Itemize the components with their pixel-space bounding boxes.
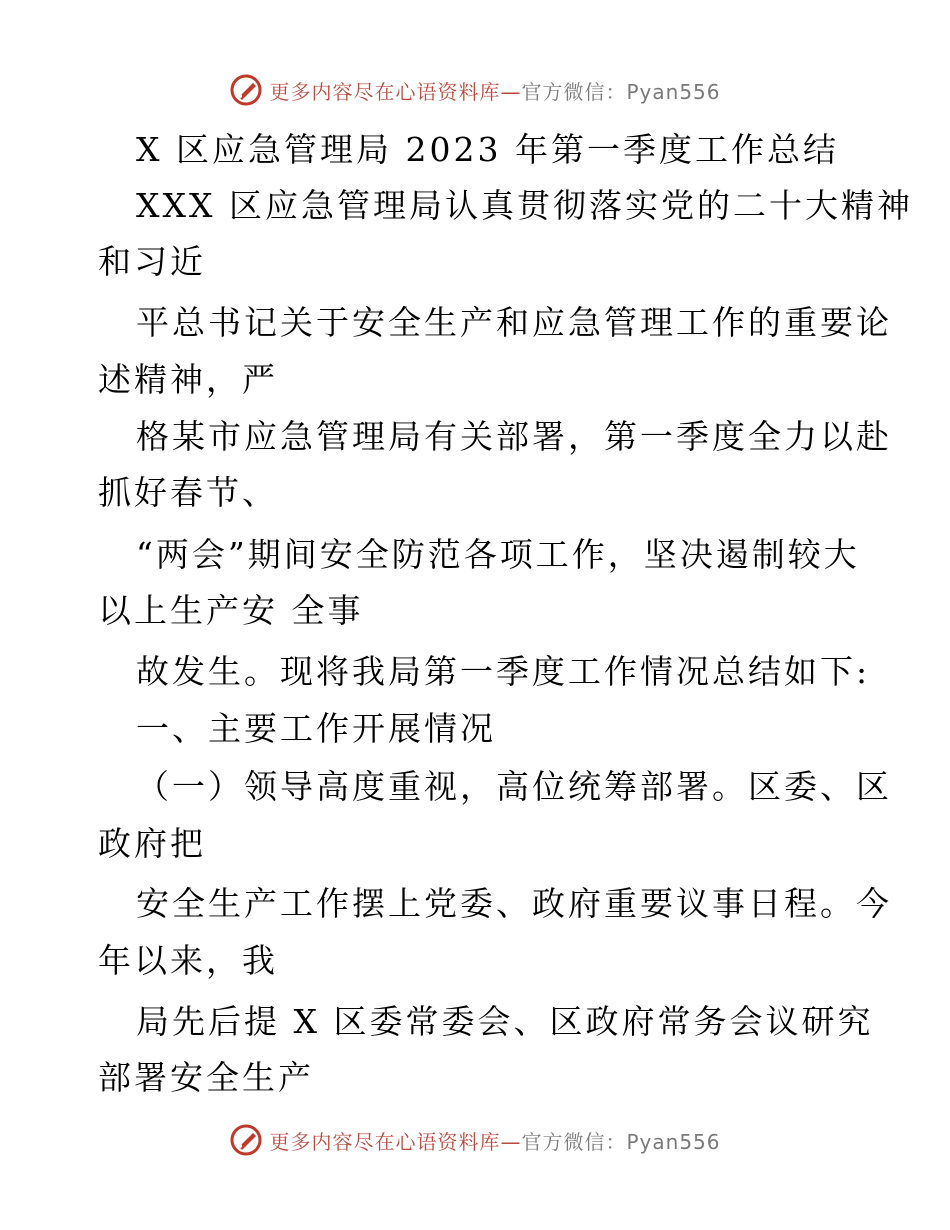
paragraph-line: 局先后提 X 区委常委会、区政府常务会议研究 — [136, 1002, 874, 1041]
watermark-text: 更多内容尽在心语资料库—官方微信：Pyan556 — [269, 79, 721, 104]
paragraph-line: XXX 区应急管理局认真贯彻落实党的二十大精神 — [136, 186, 913, 225]
paragraph-line: 述精神，严 — [98, 360, 278, 399]
logo-icon — [229, 73, 263, 107]
watermark-header — [0, 70, 950, 110]
paragraph-line: 和习近 — [98, 242, 206, 281]
paragraph-line: 格某市应急管理局有关部署，第一季度全力以赴 — [136, 417, 892, 456]
document-title: X 区应急管理局 2023 年第一季度工作总结 — [136, 130, 839, 169]
paragraph-line: （一）领导高度重视，高位统筹部署。区委、区 — [136, 767, 892, 806]
section-heading: 一、主要工作开展情况 — [136, 709, 496, 748]
watermark-text: 更多内容尽在心语资料库—官方微信：Pyan556 — [269, 1129, 721, 1154]
watermark-footer — [0, 1120, 950, 1160]
paragraph-line: 故发生。现将我局第一季度工作情况总结如下: — [136, 652, 871, 691]
paragraph-line: “两会”期间安全防范各项工作，坚决遏制较大 — [136, 535, 860, 574]
paragraph-line: 抓好春节、 — [98, 473, 278, 512]
paragraph-line: 以上生产安 全事 — [98, 591, 364, 630]
paragraph-line: 安全生产工作摆上党委、政府重要议事日程。今 — [136, 884, 892, 923]
paragraph-line: 政府把 — [98, 824, 206, 863]
paragraph-line: 平总书记关于安全生产和应急管理工作的重要论 — [136, 303, 892, 342]
paragraph-line: 部署安全生产 — [98, 1058, 314, 1097]
logo-icon — [229, 1123, 263, 1157]
paragraph-line: 年以来，我 — [98, 941, 278, 980]
